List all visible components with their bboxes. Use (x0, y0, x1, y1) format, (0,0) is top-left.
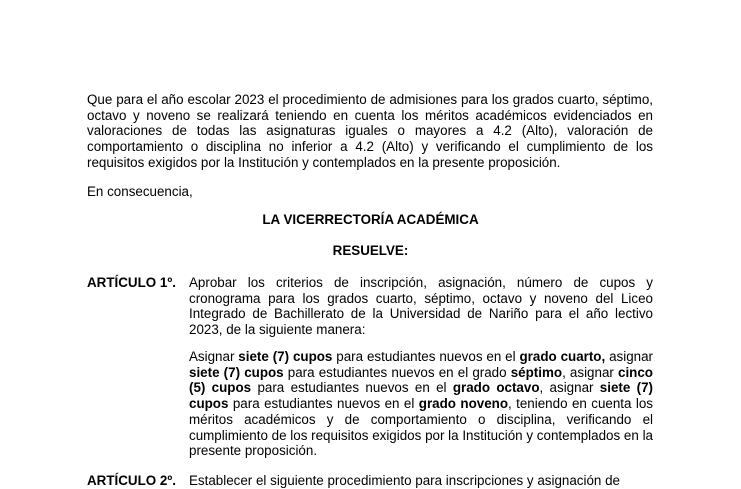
allocation-text: , asignar (562, 364, 619, 380)
allocation-emphasis: cinco (5) cupos (189, 364, 653, 396)
intro-paragraph: Que para el año escolar 2023 el procedimiento de admisiones para los grados cuarto, séptimo, octavo y noveno se realizará teniendo en cuenta los méritos académicos evidenciados en valoraciones de todas las asignaturas iguales o mayores a 4.2 (Alto), valoración de comportamiento o disciplina no inferior a 4.2 (Alto) y verificando el cumplimiento de los requisitos exigidos por la Institución y contemplados en la presente proposición. (87, 92, 653, 170)
article-1-body: Aprobar los criterios de inscripción, asignación, número de cupos y cronograma para los grados cuarto, séptimo, octavo y noveno del Liceo Integrado de Bachillerato de la Universidad de Nariño para el año lectivo 2023, de la siguiente manera: (189, 275, 653, 338)
allocation-emphasis: séptimo (510, 364, 563, 380)
allocation-text: , asignar (539, 380, 600, 396)
allocation-emphasis: grado octavo (452, 380, 540, 396)
article-1-allocation-paragraph (189, 349, 653, 459)
allocation-emphasis: grado noveno (418, 396, 508, 412)
allocation-emphasis: grado cuarto, (519, 349, 606, 364)
allocation-text: para estudiantes nuevos en el (251, 380, 453, 396)
allocation-text: para estudiantes nuevos en el (228, 396, 419, 412)
article-2-label: ARTÍCULO 2º. (87, 473, 176, 488)
allocation-text: asignar (605, 349, 654, 364)
article-1-label: ARTÍCULO 1º. (87, 275, 176, 290)
heading-resolves: RESUELVE: (332, 243, 409, 258)
allocation-text: , teniendo en cuenta los méritos académicos y de comportamiento o disciplina, verificando el cumplimiento de los requisitos exigidos por la Institución y contemplados en la presente proposición. (189, 396, 654, 459)
allocation-text: Asignar (189, 349, 239, 364)
allocation-emphasis: siete (7) cupos (189, 364, 284, 380)
allocation-text: para estudiantes nuevos en el (332, 349, 520, 364)
heading-authority: LA VICERRECTORÍA ACADÉMICA (262, 212, 479, 227)
article-2-body: Establecer el siguiente procedimiento para inscripciones y asignación de (189, 473, 620, 488)
allocation-emphasis: siete (7) cupos (189, 380, 654, 412)
allocation-text: para estudiantes nuevos en el grado (283, 364, 511, 380)
consequence-text: En consecuencia, (87, 184, 193, 199)
allocation-emphasis: siete (7) cupos (238, 349, 333, 364)
